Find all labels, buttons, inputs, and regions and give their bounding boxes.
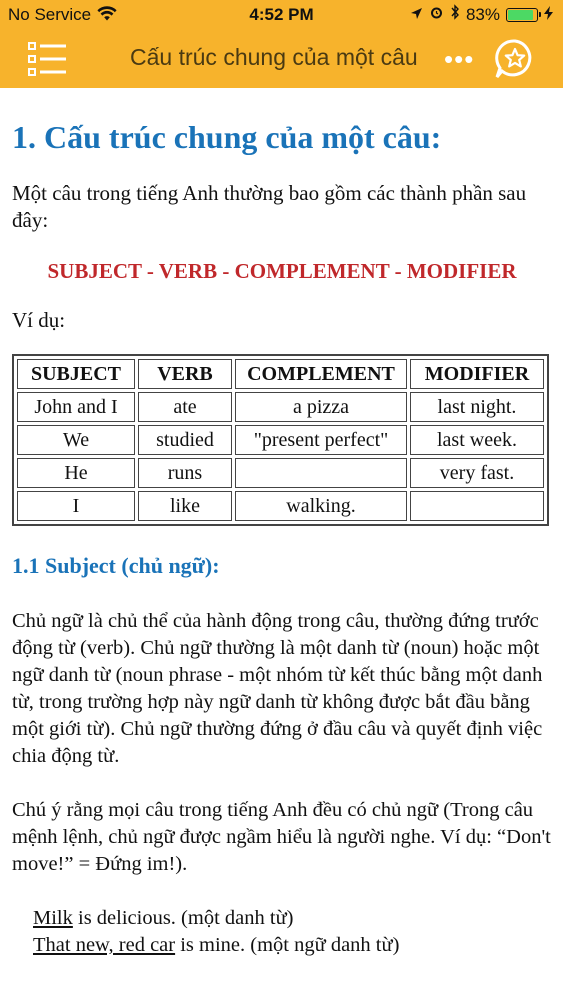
bluetooth-icon bbox=[450, 4, 460, 25]
alarm-icon bbox=[429, 5, 444, 25]
example-subject: That new, red car bbox=[33, 934, 176, 956]
table-cell: "present perfect" bbox=[235, 425, 407, 455]
table-cell bbox=[410, 491, 544, 521]
battery-percent: 83% bbox=[465, 4, 500, 24]
clock: 4:52 PM bbox=[249, 5, 314, 24]
table-cell: John and I bbox=[17, 392, 135, 422]
table-row bbox=[17, 491, 544, 521]
favorite-button[interactable] bbox=[493, 37, 537, 81]
article-heading: 1. Cấu trúc chung của một câu: bbox=[12, 119, 442, 155]
subject-note-paragraph: Chú ý rằng mọi câu trong tiếng Anh đều có chủ ngữ (Trong câu mệnh lệnh, chủ ngữ được ngầm hiểu là người nghe. Ví dụ: “Don't move!” = Đứng im!). bbox=[12, 799, 551, 875]
example-rest: is delicious. (một danh từ) bbox=[72, 907, 294, 929]
nav-title: Cấu trúc chung của một câu bbox=[130, 44, 418, 70]
table-row bbox=[17, 425, 544, 455]
table-cell: a pizza bbox=[235, 392, 407, 422]
list-menu-icon bbox=[28, 40, 68, 78]
section-subheading: 1.1 Subject (chủ ngữ): bbox=[12, 553, 220, 578]
table-cell: very fast. bbox=[410, 458, 544, 488]
subject-definition-paragraph: Chủ ngữ là chủ thể của hành động trong câu, thường đứng trước động từ (verb). Chủ ngữ thường là một danh từ (noun) hoặc một ngữ danh từ (noun phrase - một nhóm từ kết thúc bằng một danh từ, trong trường hợp này ngữ danh từ không được bắt đầu bằng một giới từ). Chủ ngữ thường đứng ở đầu câu và quyết định việc chia động từ. bbox=[12, 610, 543, 767]
header-subject: SUBJECT bbox=[17, 359, 135, 389]
article-content bbox=[12, 88, 552, 959]
battery-icon bbox=[506, 8, 538, 22]
example-rest: is mine. (một ngữ danh từ) bbox=[175, 934, 400, 956]
table-cell: last night. bbox=[410, 392, 544, 422]
example-sentences bbox=[12, 905, 552, 959]
table-row bbox=[17, 458, 544, 488]
navigation-bar bbox=[0, 30, 563, 88]
table-header-row bbox=[17, 359, 544, 389]
table-cell: ate bbox=[138, 392, 232, 422]
header-verb: VERB bbox=[138, 359, 232, 389]
top-bar bbox=[0, 0, 563, 88]
header-complement: COMPLEMENT bbox=[235, 359, 407, 389]
status-bar bbox=[0, 0, 563, 30]
intro-paragraph: Một câu trong tiếng Anh thường bao gồm các thành phần sau đây: bbox=[12, 181, 527, 232]
structure-formula: SUBJECT - VERB - COMPLEMENT - MODIFIER bbox=[47, 259, 517, 283]
location-arrow-icon bbox=[410, 5, 423, 25]
table-cell bbox=[235, 458, 407, 488]
example-sentence bbox=[33, 905, 552, 932]
table-cell: like bbox=[138, 491, 232, 521]
table-cell: runs bbox=[138, 458, 232, 488]
table-cell: walking. bbox=[235, 491, 407, 521]
star-speech-bubble-icon bbox=[493, 37, 537, 81]
menu-button[interactable] bbox=[28, 40, 68, 78]
example-sentence bbox=[33, 932, 552, 959]
header-modifier: MODIFIER bbox=[410, 359, 544, 389]
table-cell: I bbox=[17, 491, 135, 521]
example-label: Ví dụ: bbox=[12, 308, 66, 332]
table-cell: last week. bbox=[410, 425, 544, 455]
carrier-label: No Service bbox=[8, 5, 92, 24]
table-row bbox=[17, 392, 544, 422]
sentence-structure-table bbox=[12, 354, 549, 526]
more-options-button[interactable]: ••• bbox=[444, 44, 475, 74]
example-subject: Milk bbox=[33, 907, 73, 929]
table-cell: He bbox=[17, 458, 135, 488]
table-cell: We bbox=[17, 425, 135, 455]
charging-bolt-icon bbox=[544, 5, 553, 25]
table-cell: studied bbox=[138, 425, 232, 455]
